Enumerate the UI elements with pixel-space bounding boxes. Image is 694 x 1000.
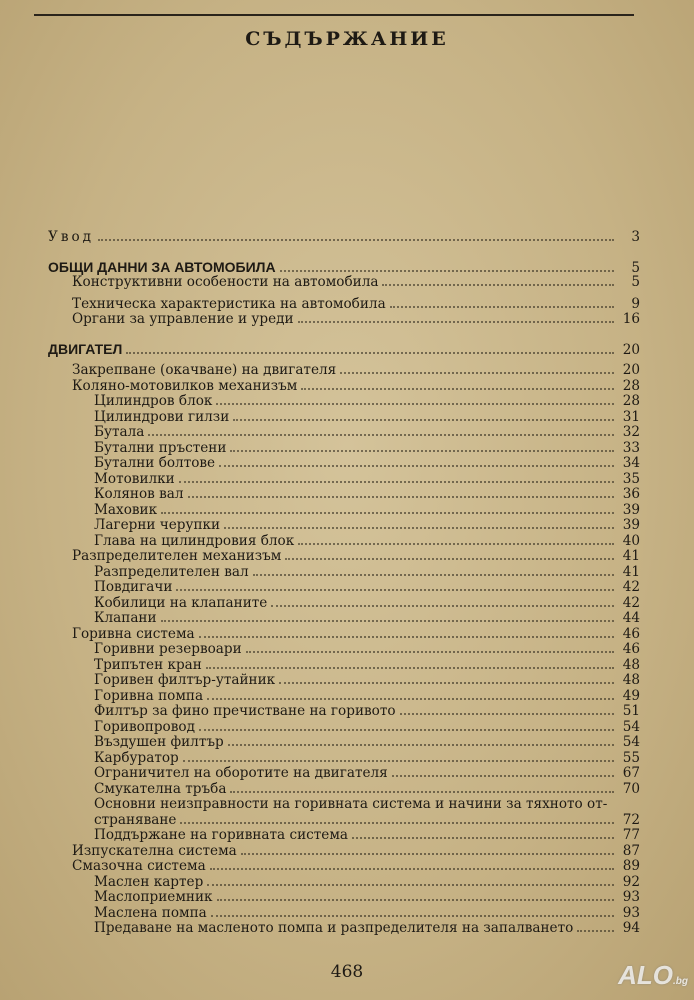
toc-entry-page: 89	[622, 858, 640, 874]
dot-leader	[228, 735, 614, 746]
toc-entry-page: 44	[622, 610, 640, 626]
top-rule	[34, 14, 634, 16]
toc-entry-label: Трипътен кран	[94, 656, 202, 673]
toc-entry-page: 39	[622, 501, 640, 518]
toc-entry-label: Горивни резервоари	[94, 641, 242, 657]
toc-entry-page: 20	[622, 362, 640, 378]
toc-entry-label: Смазочна система	[72, 858, 206, 874]
toc-entry-page: 28	[622, 377, 640, 394]
toc-entry-page: 28	[622, 393, 640, 409]
watermark-suffix: .bg	[673, 976, 688, 987]
toc-entry-page: 33	[622, 439, 640, 456]
toc-entry-label: Въздушен филтър	[94, 734, 224, 750]
toc-entry-label: Разпределителен вал	[94, 563, 249, 580]
toc-entry-page: 41	[622, 548, 640, 564]
dot-leader	[161, 503, 614, 514]
dot-leader	[211, 906, 614, 917]
toc-entry	[48, 487, 640, 503]
toc-entry	[48, 828, 640, 844]
dot-leader	[179, 472, 614, 483]
toc-entry	[48, 312, 640, 328]
toc-entry	[48, 549, 640, 565]
toc-entry	[48, 844, 640, 860]
toc-entry-page: 94	[622, 920, 640, 936]
toc-entry-page: 54	[622, 734, 640, 750]
toc-entry	[48, 658, 640, 674]
toc-entry-label: Разпределителен механизъм	[72, 548, 282, 564]
toc-section-entry	[48, 342, 640, 358]
dot-leader	[219, 456, 614, 467]
toc-entry-label: Техническа характеристика на автомобила	[72, 295, 386, 312]
toc-entry-label: Органи за управление и уреди	[72, 311, 294, 327]
toc-entry-label: Цилиндров блок	[94, 393, 213, 409]
toc-entry	[48, 720, 640, 736]
dot-leader	[216, 394, 614, 405]
dot-leader	[577, 921, 614, 932]
toc-entry	[48, 766, 640, 782]
toc-entry-page: 39	[622, 517, 640, 533]
dot-leader	[392, 766, 614, 777]
dot-leader	[285, 549, 614, 560]
toc-entry	[48, 611, 640, 627]
toc-entry-page: 5	[631, 274, 640, 290]
toc-entry-label: Глава на цилиндровия блок	[94, 532, 295, 549]
toc-entry-page: 36	[622, 486, 640, 502]
toc-entry-page: 77	[622, 827, 640, 843]
dot-leader	[340, 363, 614, 374]
toc-entry	[48, 642, 640, 658]
toc-entry-label: Смукателна тръба	[94, 780, 227, 797]
dot-leader	[230, 782, 614, 793]
toc-entry	[48, 394, 640, 410]
toc-entry	[48, 410, 640, 426]
toc-entry-page: 55	[622, 749, 640, 766]
toc-section-entry	[48, 260, 640, 276]
toc-entry-page: 20	[622, 341, 640, 358]
dot-leader	[224, 518, 614, 529]
toc-entry-page: 16	[622, 311, 640, 327]
toc-entry-page: 49	[622, 687, 640, 704]
page-number: 468	[330, 962, 364, 982]
toc-entry-label: Горивопровод	[94, 718, 195, 735]
toc-entry-label: Горивен филтър-утайник	[94, 672, 276, 688]
toc-entry-label: Бутални болтове	[94, 455, 216, 471]
toc-entry	[48, 425, 640, 441]
toc-entry-page: 92	[622, 873, 640, 890]
toc-entry-page: 40	[622, 532, 640, 549]
toc-entry	[48, 890, 640, 906]
dot-leader	[400, 704, 614, 715]
toc-entry	[48, 518, 640, 534]
toc-entry-label: Колянов вал	[94, 486, 184, 502]
page-title: СЪДЪРЖАНИЕ	[245, 28, 449, 50]
toc-entry	[48, 297, 640, 313]
dot-leader	[279, 673, 614, 684]
toc-entry	[48, 456, 640, 472]
spacer	[48, 246, 640, 260]
toc-entry	[48, 813, 640, 829]
toc-entry	[48, 534, 640, 550]
toc-entry	[48, 565, 640, 581]
toc-entry-page: 87	[622, 842, 640, 859]
toc-entry-label: Горивна помпа	[94, 687, 204, 704]
toc-entry-page: 51	[622, 703, 640, 719]
dot-leader	[233, 410, 614, 421]
toc-entry	[48, 751, 640, 767]
toc-entry-page: 32	[622, 424, 640, 440]
watermark-text: ALO	[618, 960, 673, 990]
toc-entry-label: Маслоприемник	[94, 889, 213, 905]
toc-entry-label: Горивна система	[72, 625, 195, 642]
toc-entry-label: Маслена помпа	[94, 904, 207, 921]
dot-leader	[188, 487, 614, 498]
dot-leader	[183, 751, 614, 762]
toc-entry	[48, 704, 640, 720]
dot-leader	[298, 534, 614, 545]
toc-entry-label: Маховик	[94, 501, 158, 518]
toc-entry	[48, 906, 640, 922]
dot-leader	[246, 642, 614, 653]
toc-entry-page: 41	[622, 563, 640, 580]
dot-leader	[301, 379, 614, 390]
toc-entry-label: Ограничител на оборотите на двигателя	[94, 765, 388, 781]
dot-leader	[298, 312, 614, 323]
toc-entry-label: Предаване на масленото помпа и разпределителя на запалването	[94, 920, 574, 936]
toc-entry-label: Коляно-мотовилков механизъм	[72, 377, 298, 394]
dot-leader	[126, 343, 614, 354]
toc-entry-label: Кобилици на клапаните	[94, 594, 268, 611]
toc-entry-label: Закрепване (окачване) на двигателя	[72, 362, 337, 378]
toc-entry-page: 48	[622, 672, 640, 688]
toc-entry	[48, 859, 640, 875]
toc-entry-label: страняване	[94, 811, 177, 828]
dot-leader	[206, 658, 614, 669]
toc-entry	[48, 441, 640, 457]
toc-entry-page: 72	[622, 811, 640, 828]
dot-leader	[180, 813, 614, 824]
toc-entry-page: 34	[622, 455, 640, 471]
toc-entry-page: 67	[622, 765, 640, 781]
toc-entry-label-wrapped: Основни неизправности на горивната система и начини за тяхното от-	[94, 796, 608, 812]
toc-entry-page: 93	[622, 904, 640, 921]
toc-entry	[48, 673, 640, 689]
toc-entry-label: Поддържане на горивната система	[94, 827, 349, 843]
toc-entry-page: 42	[622, 594, 640, 611]
toc-entry-label: Цилиндрови гилзи	[94, 408, 230, 425]
toc-entry-page: 46	[622, 625, 640, 642]
toc-entry-page: 9	[631, 295, 640, 312]
dot-leader	[253, 565, 614, 576]
toc-entry-page: 35	[622, 470, 640, 487]
dot-leader	[176, 580, 614, 591]
toc-entry-page: 5	[631, 259, 640, 276]
toc-entry	[48, 627, 640, 643]
toc-entry-label: Филтър за фино пречистване на горивото	[94, 703, 396, 719]
toc-entry	[48, 921, 640, 937]
toc-entry-label: Маслен картер	[94, 873, 204, 890]
toc-entry-label: Мотовилки	[94, 470, 175, 487]
toc-entry	[48, 275, 640, 291]
dot-leader	[230, 441, 614, 452]
dot-leader	[207, 875, 614, 886]
dot-leader	[217, 890, 614, 901]
watermark-logo	[618, 960, 688, 991]
dot-leader	[280, 261, 614, 272]
toc-entry	[48, 503, 640, 519]
toc-entry	[48, 875, 640, 891]
toc-entry-label: Изпускателна система	[72, 842, 237, 859]
toc-entry	[48, 230, 640, 246]
toc-entry-page: 31	[622, 408, 640, 425]
toc-entry	[48, 472, 640, 488]
dot-leader	[271, 596, 614, 607]
toc-entry	[48, 363, 640, 379]
toc-entry-page: 3	[631, 229, 640, 245]
toc-entry-label: Клапани	[94, 610, 157, 626]
toc-entry	[48, 735, 640, 751]
dot-leader	[207, 689, 614, 700]
dot-leader	[241, 844, 614, 855]
dot-leader	[352, 828, 614, 839]
dot-leader	[161, 611, 614, 622]
toc-entry	[48, 782, 640, 798]
toc-entry-label: Повдигачи	[94, 579, 173, 595]
dot-leader	[199, 720, 614, 731]
dot-leader	[148, 425, 614, 436]
toc-entry-page: 54	[622, 718, 640, 735]
toc-entry-label: ОБЩИ ДАННИ ЗА АВТОМОБИЛА	[48, 258, 276, 275]
toc-entry-page: 46	[622, 641, 640, 657]
toc-entry-label: Увод	[48, 229, 95, 245]
toc-entry-page: 48	[622, 656, 640, 673]
toc-entry-label: Бутала	[94, 424, 145, 440]
toc-entry-page: 93	[622, 889, 640, 905]
toc-entry-label: ДВИГАТЕЛ	[48, 340, 123, 357]
toc-entry	[48, 689, 640, 705]
dot-leader	[390, 297, 614, 308]
toc-entry	[48, 379, 640, 395]
dot-leader	[382, 275, 614, 286]
toc-entry-page: 70	[622, 780, 640, 797]
dot-leader	[210, 859, 614, 870]
table-of-contents	[48, 230, 640, 937]
toc-entry-label: Конструктивни особености на автомобила	[72, 274, 379, 290]
dot-leader	[98, 230, 614, 241]
toc-entry-label: Карбуратор	[94, 749, 179, 766]
dot-leader	[199, 627, 614, 638]
toc-entry	[48, 596, 640, 612]
toc-entry-page: 42	[622, 579, 640, 595]
spacer	[48, 328, 640, 342]
toc-entry-label: Бутални пръстени	[94, 439, 227, 456]
toc-entry-label: Лагерни черупки	[94, 517, 221, 533]
toc-entry	[48, 580, 640, 596]
